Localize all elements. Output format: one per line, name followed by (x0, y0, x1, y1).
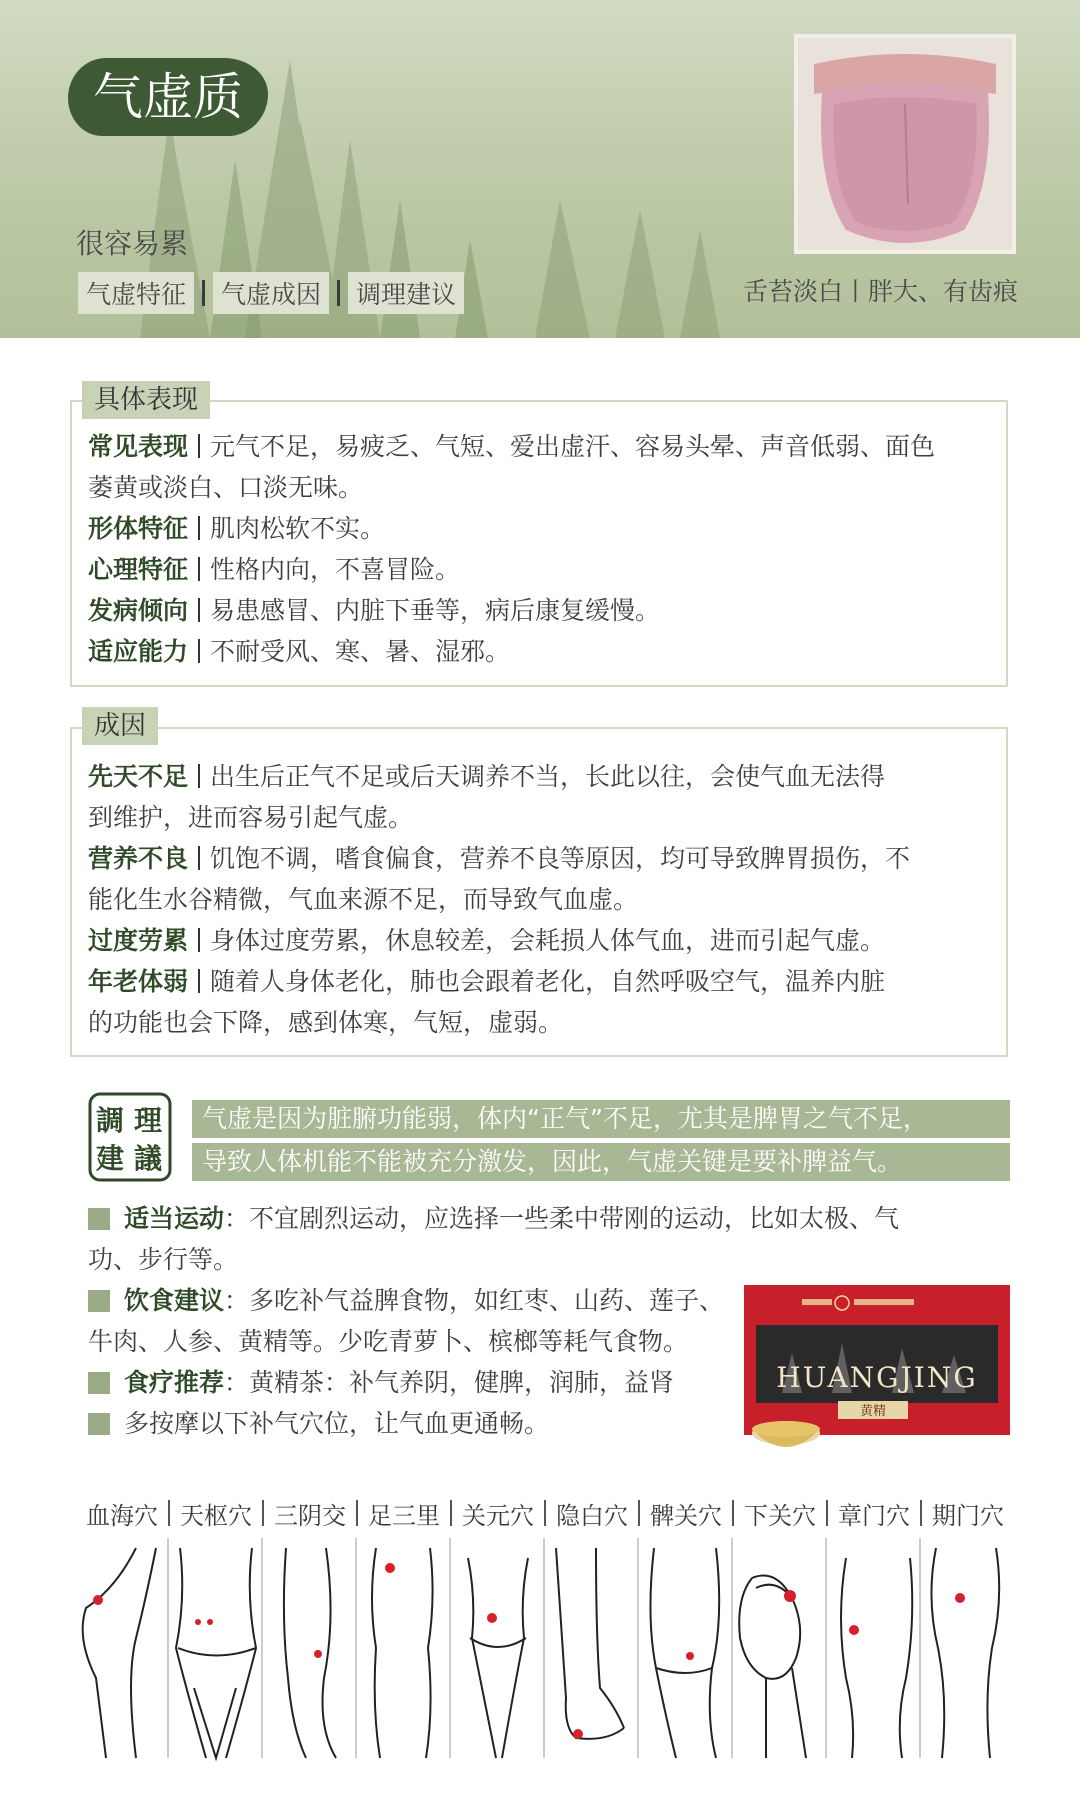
tag-features: 气虚特征 (78, 272, 194, 314)
item-text-continued: 到维护，进而容易引起气虚。 (88, 803, 414, 832)
item-label: 先天不足 (88, 762, 189, 791)
tag-list (78, 272, 464, 314)
list-item (88, 590, 988, 631)
item-label: 心理特征 (88, 555, 189, 584)
item-label: 饮食建议 (124, 1286, 225, 1315)
item-label: 营养不良 (88, 844, 189, 873)
acupoint-label: 下关穴 (744, 1502, 816, 1530)
item-text: 性格内向，不喜冒险。 (210, 555, 461, 584)
seal-char: 建 (95, 1142, 125, 1175)
item-text-continued: 的功能也会下降，感到体寒，气短，虚弱。 (88, 1008, 564, 1037)
seal-char: 理 (133, 1104, 163, 1137)
item-text: ：多吃补气益脾食物，如红枣、山药、莲子、 (224, 1286, 725, 1315)
list-item (88, 1362, 748, 1403)
item-text: ：黄精茶：补气养阴，健脾，润肺，益肾 (224, 1368, 675, 1397)
list-item (88, 426, 988, 467)
causes-list (88, 756, 988, 1043)
item-text: 多按摩以下补气穴位，让气血更通畅。 (124, 1409, 550, 1438)
item-label: 常见表现 (88, 432, 189, 461)
acupoint-labels (76, 1496, 1010, 1528)
item-label: 适当运动 (124, 1204, 225, 1233)
product-brand: HUANGJING (776, 1361, 978, 1394)
page-title: 气虚质 (93, 68, 243, 126)
causes-heading: 成因 (82, 707, 158, 745)
tag-causes: 气虚成因 (213, 272, 329, 314)
item-label: 食疗推荐 (124, 1368, 225, 1397)
item-text-continued: 萎黄或淡白、口淡无味。 (88, 473, 364, 502)
item-text: 身体过度劳累，休息较差，会耗损人体气血，进而引起气虚。 (210, 926, 886, 955)
subtitle: 很容易累 (76, 227, 189, 260)
acupoint-label: 足三里 (368, 1502, 440, 1530)
acupoint-label: 髀关穴 (650, 1502, 722, 1530)
list-item (88, 838, 988, 879)
acupoint-label: 章门穴 (838, 1502, 910, 1530)
seal-char: 議 (133, 1142, 163, 1175)
list-item (88, 631, 988, 672)
item-text-continued: 功、步行等。 (88, 1245, 239, 1274)
header-banner (0, 0, 1080, 338)
tag-divider (202, 280, 205, 306)
acupoint-label: 天枢穴 (180, 1502, 252, 1530)
huangjing-tea-product (742, 1283, 1012, 1463)
item-text: ：不宜剧烈运动，应选择一些柔中带刚的运动，比如太极、气 (224, 1204, 900, 1233)
item-label: 适应能力 (88, 637, 189, 666)
performance-list (88, 426, 988, 672)
item-text: 肌肉松软不实。 (210, 514, 386, 543)
tongue-photo (794, 34, 1016, 254)
bullet-square (88, 1372, 110, 1394)
item-label: 过度劳累 (88, 926, 189, 955)
item-text: 不耐受风、寒、暑、湿邪。 (210, 637, 511, 666)
list-item (88, 756, 988, 797)
acupoint-label: 隐白穴 (556, 1502, 628, 1530)
tongue-caption: 舌苔淡白丨胖大、有齿痕 (742, 277, 1018, 306)
acupoint-label: 关元穴 (462, 1502, 534, 1530)
list-item (88, 961, 988, 1002)
advice-intro-line2: 导致人体机能不能被充分激发，因此，气虚关键是要补脾益气。 (192, 1143, 1010, 1181)
acupoint-label: 期门穴 (932, 1502, 1004, 1530)
list-item (88, 549, 988, 590)
item-text-continued: 牛肉、人参、黄精等。少吃青萝卜、槟榔等耗气食物。 (88, 1327, 689, 1356)
list-item (88, 508, 988, 549)
item-text: 元气不足，易疲乏、气短、爱出虚汗、容易头晕、声音低弱、面色 (210, 432, 936, 461)
item-text: 易患感冒、内脏下垂等，病后康复缓慢。 (210, 596, 661, 625)
list-item (88, 1198, 968, 1239)
acupoint-label: 三阴交 (274, 1502, 346, 1530)
performance-heading: 具体表现 (82, 381, 210, 419)
tongue-image (794, 34, 1016, 254)
advice-intro-line1: 气虚是因为脏腑功能弱，体内“正气”不足，尤其是脾胃之气不足， (192, 1100, 1010, 1138)
product-name: 黄精 (859, 1404, 887, 1419)
bullet-square (88, 1413, 110, 1435)
item-text: 随着人身体老化，肺也会跟着老化，自然呼吸空气，温养内脏 (210, 967, 886, 996)
acupoint-label: 血海穴 (86, 1502, 158, 1530)
item-text: 出生后正气不足或后天调养不当，长此以往，会使气血无法得 (210, 762, 886, 791)
tag-divider (337, 280, 340, 306)
list-item (88, 1280, 788, 1321)
bullet-square (88, 1290, 110, 1312)
acupoint-figures (76, 1538, 1010, 1768)
bullet-square (88, 1208, 110, 1230)
list-item (88, 1403, 748, 1444)
item-label: 形体特征 (88, 514, 189, 543)
item-label: 发病倾向 (88, 596, 189, 625)
list-item (88, 920, 988, 961)
tag-advice: 调理建议 (348, 272, 464, 314)
seal-char: 調 (95, 1104, 125, 1137)
advice-seal (86, 1090, 174, 1184)
item-label: 年老体弱 (88, 967, 189, 996)
item-text: 饥饱不调，嗜食偏食，营养不良等原因，均可导致脾胃损伤，不 (210, 844, 911, 873)
item-text-continued: 能化生水谷精微，气血来源不足，而导致气血虚。 (88, 885, 639, 914)
